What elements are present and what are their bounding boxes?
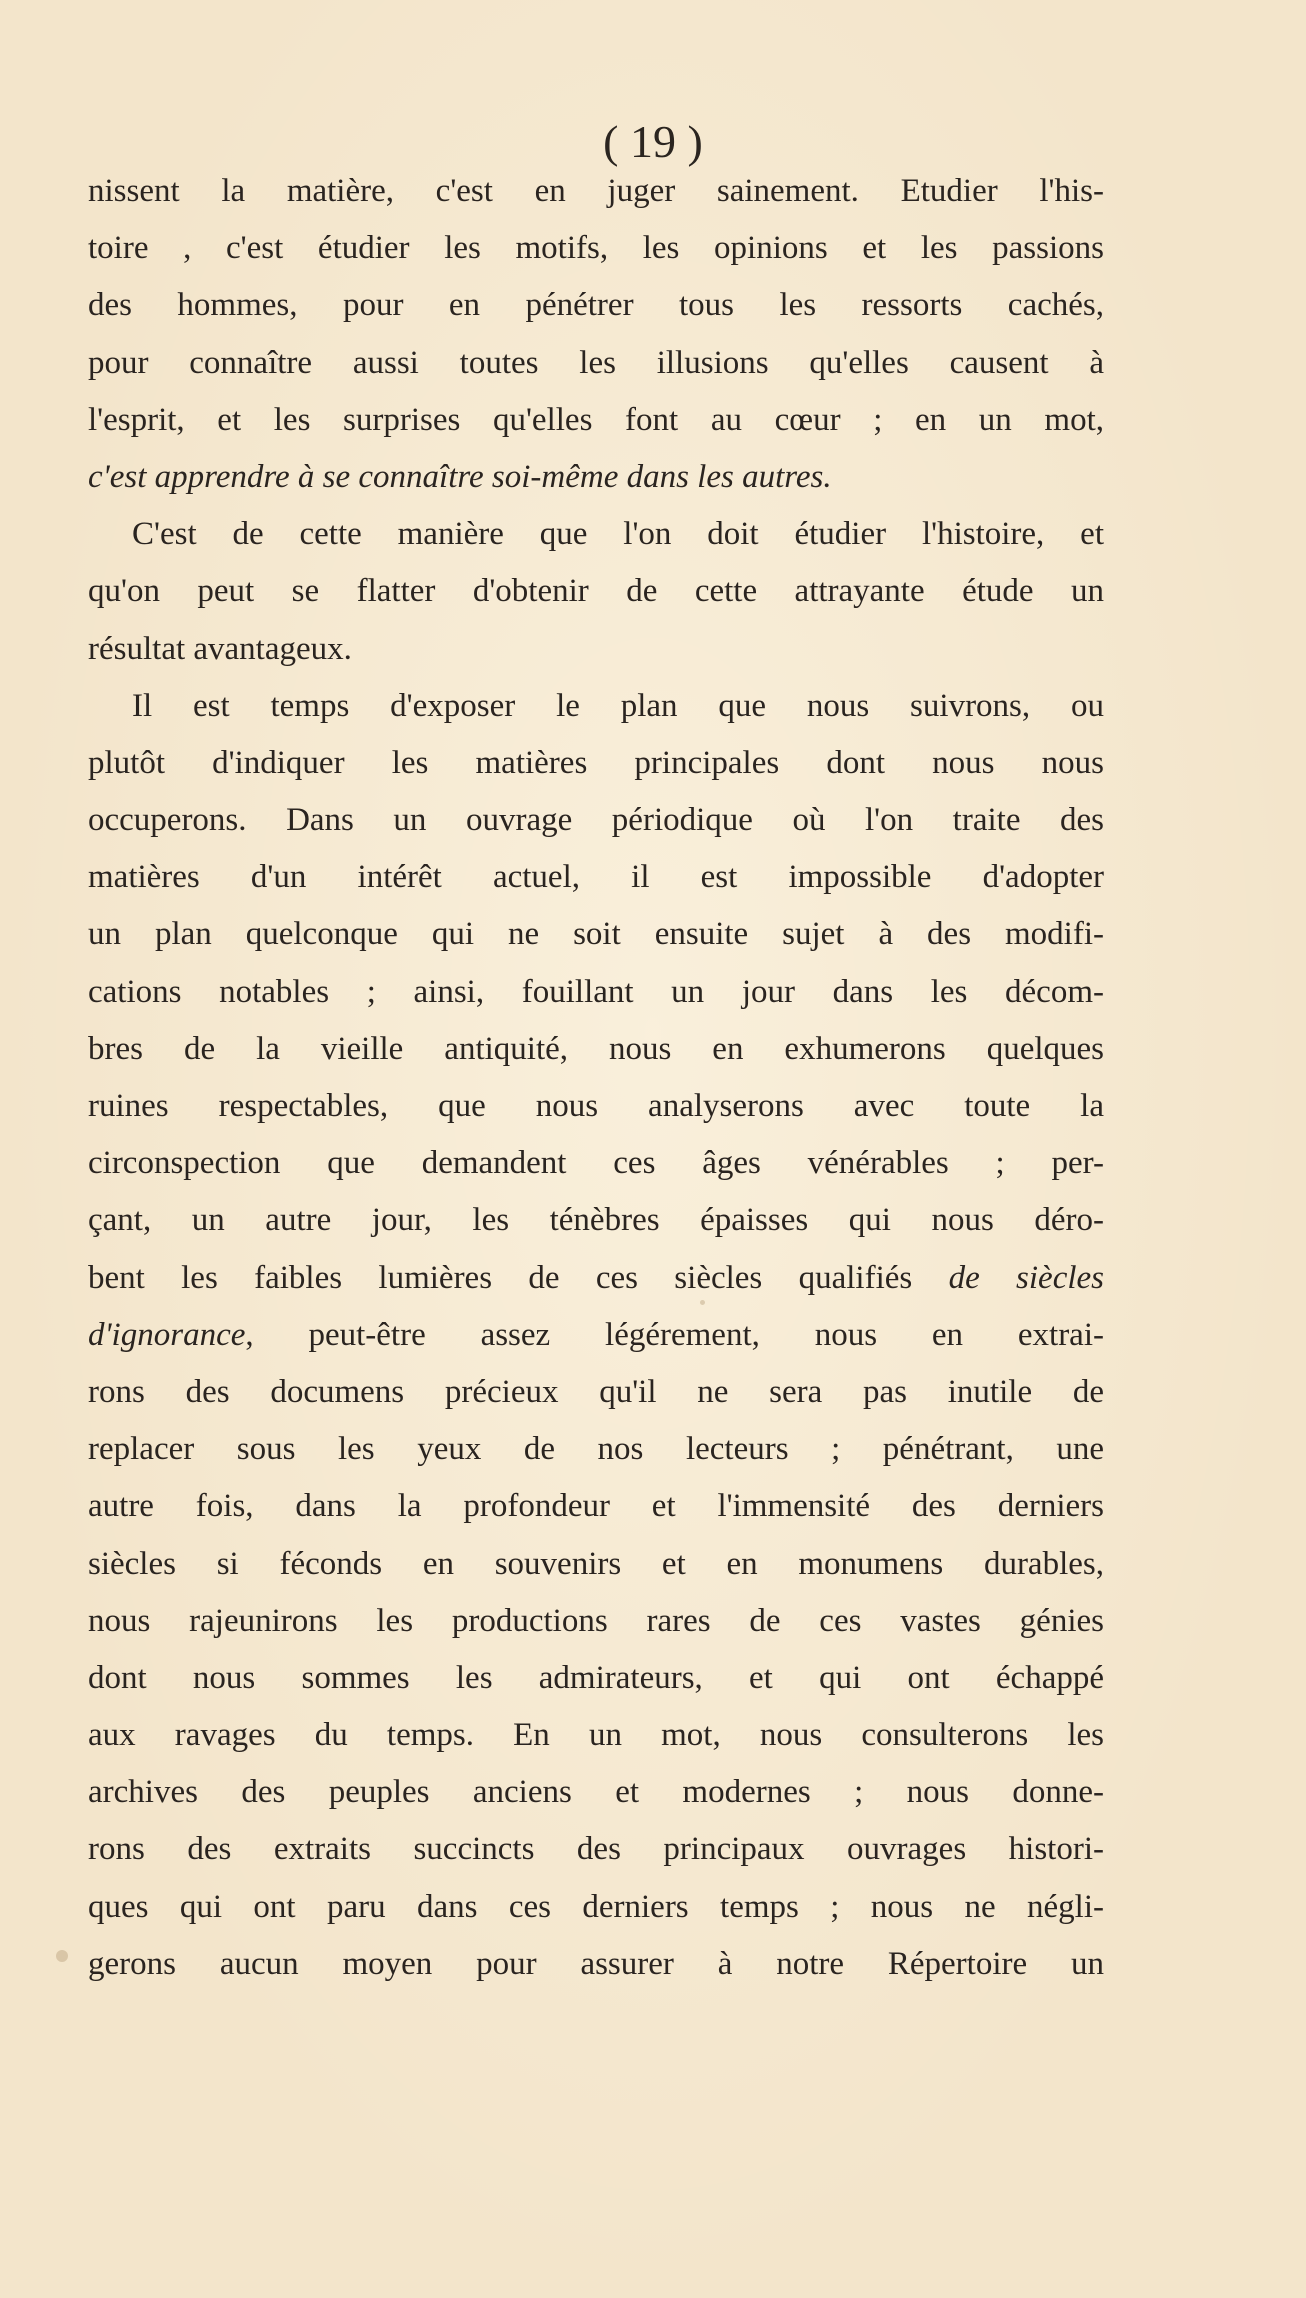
text-line: toire , c'est étudier les motifs, les opinions et les passions — [88, 230, 1104, 267]
text-line: nissent la matière, c'est en juger sainement. Etudier l'his- — [88, 173, 1104, 209]
text-line: occuperons. Dans un ouvrage périodique où l'on traite des — [88, 802, 1104, 839]
text-line: matières d'un intérêt actuel, il est impossible d'adopter — [88, 859, 1104, 896]
text-line: ruines respectables, que nous analyserons avec toute la — [88, 1088, 1104, 1124]
text-line: gerons aucun moyen pour assurer à notre Répertoire un — [88, 1945, 1104, 1982]
text-line: nous rajeunirons les productions rares de ces vastes génies — [88, 1602, 1104, 1639]
text-line — [88, 1307, 1104, 1364]
text-line: archives des peuples anciens et modernes ; nous donne- — [88, 1774, 1104, 1811]
text-segment-italic: de siècles — [948, 1259, 1104, 1296]
text-segment-italic: d'ignorance — [88, 1316, 246, 1353]
body-text — [88, 163, 1104, 1993]
text-line: dont nous sommes les admirateurs, et qui ont échappé — [88, 1659, 1104, 1696]
text-line: résultat avantageux. — [88, 630, 352, 667]
text-line: Il est temps d'exposer le plan que nous suivrons, ou — [132, 687, 1104, 724]
text-line: des hommes, pour en pénétrer tous les ressorts cachés, — [88, 287, 1104, 324]
text-segment: bent les faibles lumières de ces siècles qualifiés — [88, 1259, 913, 1296]
text-line: rons des extraits succincts des principaux ouvrages histori- — [88, 1831, 1104, 1868]
text-line: C'est de cette manière que l'on doit étudier l'histoire, et — [132, 516, 1104, 553]
text-line: çant, un autre jour, les ténèbres épaisses qui nous déro- — [88, 1202, 1104, 1239]
paper-stain — [56, 1950, 68, 1962]
text-line — [88, 1250, 1104, 1307]
text-line: aux ravages du temps. En un mot, nous consulterons les — [88, 1717, 1104, 1754]
text-line: autre fois, dans la profondeur et l'immensité des derniers — [88, 1488, 1104, 1525]
text-line: circonspection que demandent ces âges vénérables ; per- — [88, 1145, 1104, 1182]
text-line-italic: c'est apprendre à se connaître soi-même dans les autres. — [88, 458, 832, 495]
text-line: cations notables ; ainsi, fouillant un jour dans les décom- — [88, 973, 1104, 1010]
text-segment: , peut-être assez légérement, nous en extrai- — [245, 1316, 1104, 1353]
text-line: pour connaître aussi toutes les illusions qu'elles causent à — [88, 344, 1104, 381]
text-line: rons des documens précieux qu'il ne sera pas inutile de — [88, 1373, 1104, 1410]
page-number: ( 19 ) — [603, 116, 703, 167]
text-line: bres de la vieille antiquité, nous en exhumerons quelques — [88, 1030, 1104, 1067]
text-line: un plan quelconque qui ne soit ensuite sujet à des modifi- — [88, 916, 1104, 953]
text-line: qu'on peut se flatter d'obtenir de cette attrayante étude un — [88, 573, 1104, 610]
text-line: replacer sous les yeux de nos lecteurs ; pénétrant, une — [88, 1431, 1104, 1468]
text-line: plutôt d'indiquer les matières principales dont nous nous — [88, 744, 1104, 781]
text-line: siècles si féconds en souvenirs et en monumens durables, — [88, 1545, 1104, 1582]
text-line: ques qui ont paru dans ces derniers temps ; nous ne négli- — [88, 1888, 1104, 1925]
text-line: l'esprit, et les surprises qu'elles font au cœur ; en un mot, — [88, 401, 1104, 438]
